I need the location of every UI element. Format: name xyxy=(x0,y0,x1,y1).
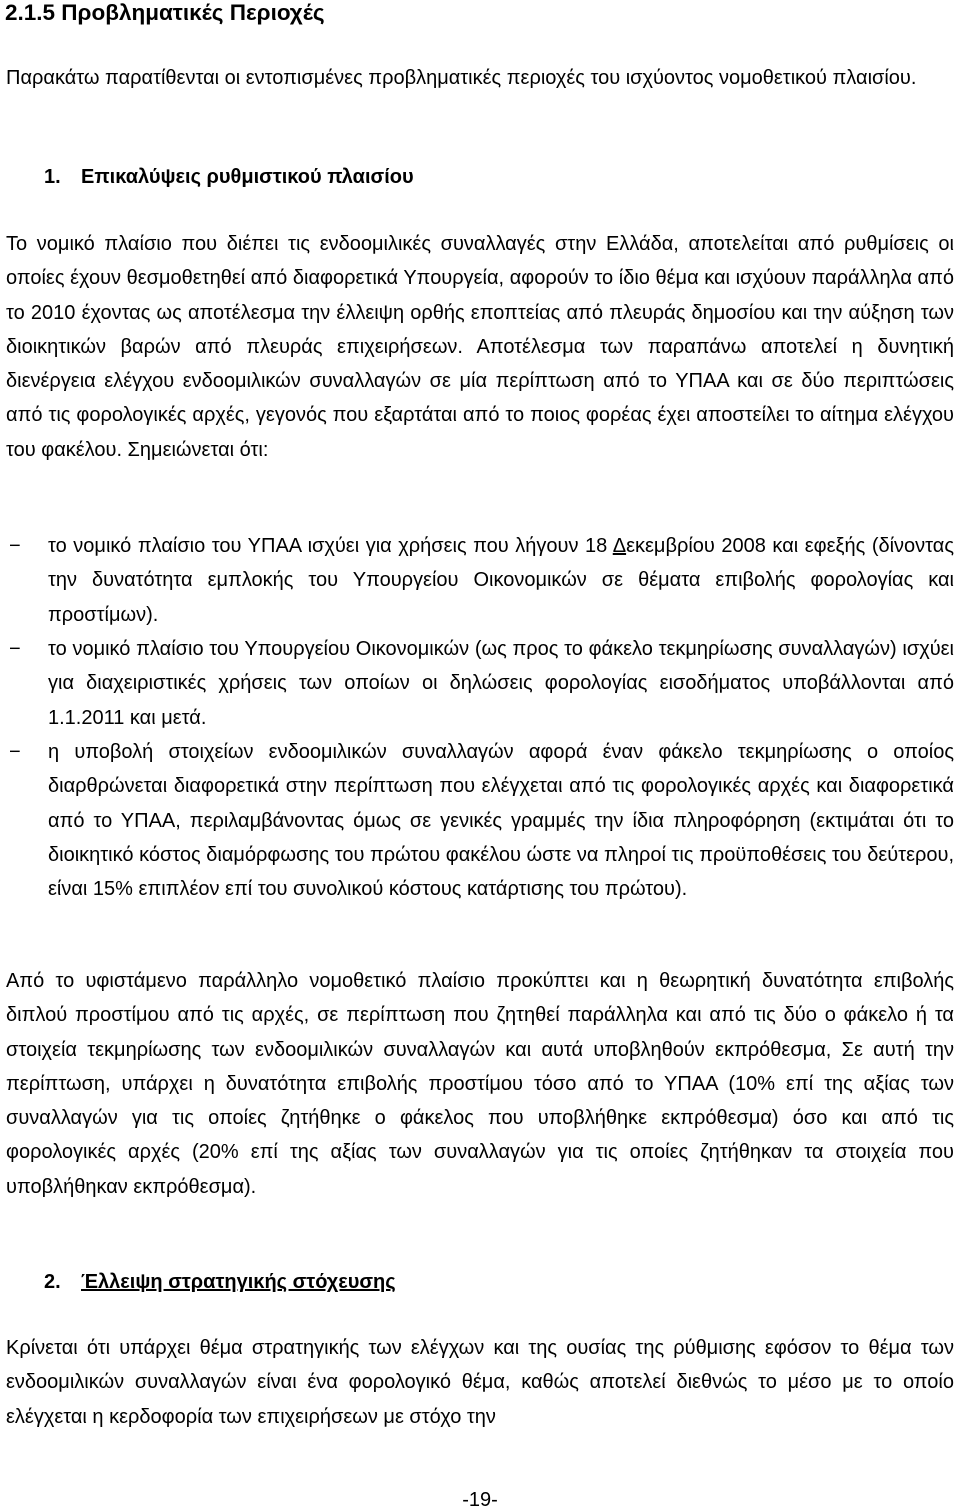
dash-icon: − xyxy=(9,638,21,660)
bullet-item xyxy=(6,632,954,735)
bullet-text: το νομικό πλαίσιο του ΥΠΑΑ ισχύει για χρήσεις που λήγουν 18 Δεκεμβρίου 2008 και εφεξής (δίνοντας την δυνατότητα εμπλοκής του Υπουργείου Οικονομικών σε θέματα επιβολής φορολογίας και προστίμων). xyxy=(48,535,955,626)
item-2-heading-text: Έλλειψη στρατηγικής στόχευσης xyxy=(81,1271,396,1293)
bullet-text: το νομικό πλαίσιο του Υπουργείου Οικονομικών (ως προς το φάκελο τεκμηρίωσης συναλλαγών) ισχύει για διαχειριστικές χρήσεις των οποίων οι δηλώσεις φορολογίας εισοδήματος υποβάλλονται από 1.1.2011 και μετά. xyxy=(48,638,954,729)
dash-icon: − xyxy=(9,535,21,557)
item-1-heading-text: Επικαλύψεις ρυθμιστικού πλαισίου xyxy=(81,166,414,188)
item-2-paragraph: Κρίνεται ότι υπάρχει θέμα στρατηγικής των ελέγχων και της ουσίας της ρύθμισης εφόσον το θέμα των ενδοομιλικών συναλλαγών είναι ένα φορολογικό θέμα, καθώς αποτελεί διεθνώς το μέσο με το οποίο ελέγχεται η κερδοφορία των επιχειρήσεων με στόχο την xyxy=(6,1337,954,1428)
dash-icon: − xyxy=(9,741,21,763)
page-number: -19- xyxy=(462,1489,498,1511)
section-title: 2.1.5 Προβληματικές Περιοχές xyxy=(5,0,325,25)
item-1-number: 1. xyxy=(44,166,61,188)
item-1-paragraph-b: Από το υφιστάμενο παράλληλο νομοθετικό πλαίσιο προκύπτει και η θεωρητική δυνατότητα επιβολής διπλού προστίμου από τις αρχές, σε περίπτωση που ζητηθεί παράλληλα και από τις δύο ο φάκελο ή τα στοιχεία τεκμηρίωσης των ενδοομιλικών συναλλαγών και αυτά υποβληθούν εκπρόθεσμα, Σε αυτή την περίπτωση, υπάρχει η δυνατότητα επιβολής προστίμου τόσο από το ΥΠΑΑ (10% επί της αξίας των συναλλαγών για τις οποίες ζητήθηκε ο φάκελος που υποβλήθηκε εκπρόθεσμα) όσο και από τις φορολογικές αρχές (20% επί της αξίας των συναλλαγών για τις οποίες ζητήθηκαν τα στοιχεία που υποβλήθηκαν εκπρόθεσμα). xyxy=(6,970,954,1198)
item-2-heading xyxy=(44,1267,396,1297)
intro-paragraph: Παρακάτω παρατίθενται οι εντοπισμένες προβληματικές περιοχές του ισχύοντος νομοθετικού πλαισίου. xyxy=(6,67,917,89)
item-2-number: 2. xyxy=(44,1271,61,1293)
bullet-item xyxy=(6,735,954,906)
bullet-text: η υποβολή στοιχείων ενδοομιλικών συναλλαγών αφορά έναν φάκελο τεκμηρίωσης ο οποίος διαρθρώνεται διαφορετικά στην περίπτωση που ελέγχεται από τις φορολογικές αρχές και διαφορετικά από το ΥΠΑΑ, περιλαμβάνοντας όμως σε γενικές γραμμές την ίδια πληροφόρηση (εκτιμάται ότι το διοικητικό κόστος διαμόρφωσης του πρώτου φακέλου ώστε να πληροί τις προϋποθέσεις του δεύτερου, είναι 15% επιπλέον επί του συνολικού κόστους κατάρτισης του πρώτου). xyxy=(48,741,954,901)
item-1-paragraph-a: Το νομικό πλαίσιο που διέπει τις ενδοομιλικές συναλλαγές στην Ελλάδα, αποτελείται από ρυθμίσεις οι οποίες έχουν θεσμοθετηθεί από διαφορετικά Υπουργεία, αφορούν το ίδιο θέμα και ισχύουν παράλληλα από το 2010 έχοντας ως αποτέλεσμα την έλλειψη ορθής εποπτείας από πλευράς δημοσίου και την αύξηση των διοικητικών βαρών από πλευράς επιχειρήσεων. Αποτέλεσμα των παραπάνω αποτελεί η δυνητική διενέργεια ελέγχου ενδοομιλικών συναλλαγών σε μία περίπτωση από το ΥΠΑΑ και σε δύο περιπτώσεις από τις φορολογικές αρχές, γεγονός που εξαρτάται από το ποιος φορέας έχει αποστείλει το αίτημα ελέγχου του φακέλου. Σημειώνεται ότι: xyxy=(6,233,954,461)
bullet-item xyxy=(6,529,954,632)
item-1-heading xyxy=(44,162,414,192)
